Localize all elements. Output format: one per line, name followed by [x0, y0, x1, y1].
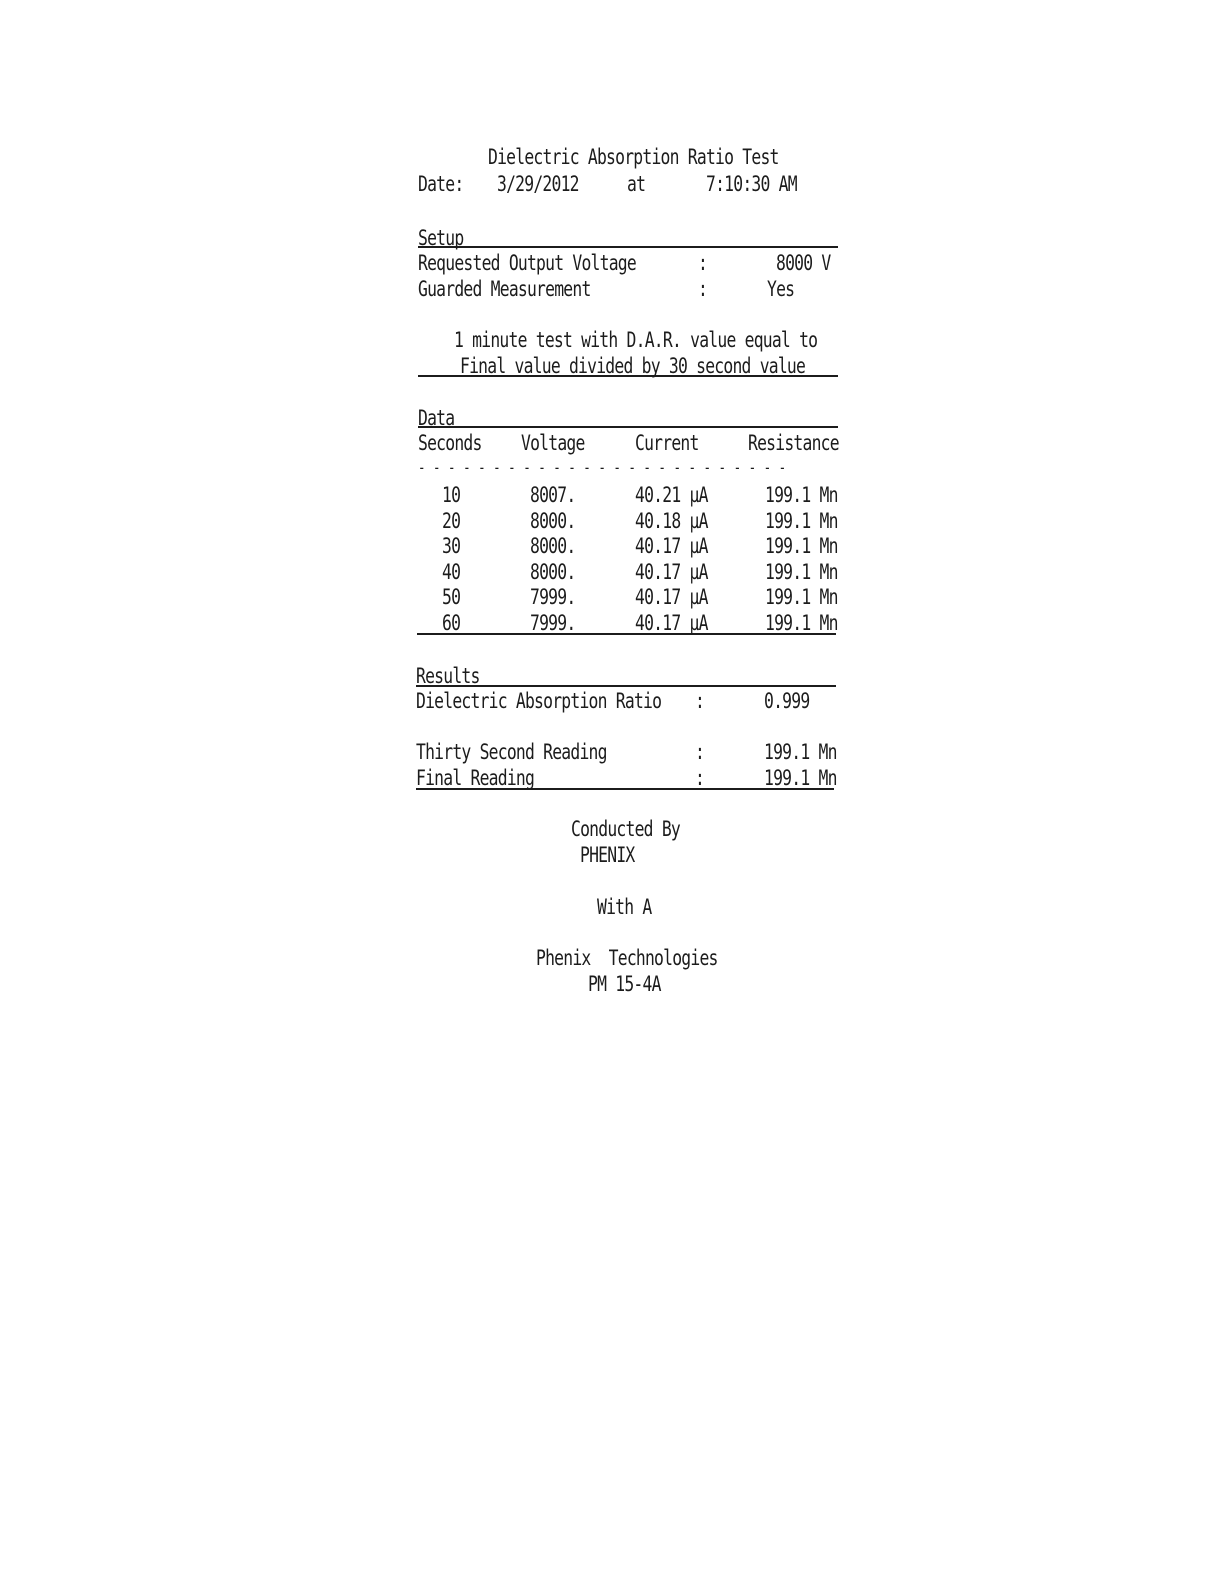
cell-current: 40.21 µA	[635, 483, 708, 507]
header-dashed-divider: - - - - - - - - - - - - - - - - - - - - - - - - -	[418, 458, 787, 477]
cell-resistance: 199.1 Mn	[765, 534, 838, 558]
maker-name: Phenix Technologies	[536, 946, 718, 970]
time-value: 7:10:30 AM	[706, 172, 797, 196]
result-separator: :	[695, 689, 705, 713]
company-name: PHENIX	[580, 843, 635, 867]
result-value-final: 199.1 Mn	[764, 766, 837, 790]
note-line-2: Final value divided by 30 second value	[460, 354, 806, 378]
cell-current: 40.17 µA	[635, 534, 708, 558]
cell-voltage: 8007.	[530, 483, 576, 507]
column-header-voltage: Voltage	[521, 431, 585, 455]
setup-row-label: Guarded Measurement	[418, 277, 591, 301]
cell-seconds: 30	[442, 534, 461, 558]
cell-current: 40.17 µA	[635, 585, 708, 609]
date-label: Date:	[418, 172, 464, 196]
note-rule	[418, 375, 838, 377]
column-header-resistance: Resistance	[748, 431, 839, 455]
setup-heading: Setup	[418, 226, 464, 250]
report-title: Dielectric Absorption Ratio Test	[488, 145, 779, 169]
result-value-dar: 0.999	[764, 689, 810, 713]
setup-row-separator: :	[698, 251, 708, 275]
cell-seconds: 20	[442, 509, 461, 533]
result-label-dar: Dielectric Absorption Ratio	[416, 689, 662, 713]
result-separator: :	[695, 740, 705, 764]
data-end-rule	[417, 633, 836, 635]
column-header-current: Current	[635, 431, 699, 455]
cell-resistance: 199.1 Mn	[765, 560, 838, 584]
note-line-1: 1 minute test with D.A.R. value equal to	[454, 328, 818, 352]
setup-row-label: Requested Output Voltage	[418, 251, 636, 275]
cell-seconds: 60	[442, 611, 461, 635]
cell-seconds: 50	[442, 585, 461, 609]
setup-row-value: 8000 V	[776, 251, 831, 275]
cell-voltage: 8000.	[530, 560, 576, 584]
cell-voltage: 8000.	[530, 534, 576, 558]
cell-seconds: 10	[442, 483, 461, 507]
cell-voltage: 8000.	[530, 509, 576, 533]
results-end-rule	[416, 788, 834, 790]
result-value-thirty-second: 199.1 Mn	[764, 740, 837, 764]
with-a-label: With A	[597, 895, 652, 919]
setup-row-separator: :	[698, 277, 708, 301]
results-rule	[416, 685, 836, 687]
cell-resistance: 199.1 Mn	[765, 483, 838, 507]
cell-voltage: 7999.	[530, 585, 576, 609]
model-number: PM 15-4A	[588, 972, 661, 996]
cell-current: 40.18 µA	[635, 509, 708, 533]
cell-resistance: 199.1 Mn	[765, 509, 838, 533]
at-label: at	[627, 172, 646, 196]
result-label-thirty-second: Thirty Second Reading	[416, 740, 607, 764]
results-heading: Results	[416, 664, 480, 688]
data-heading: Data	[418, 406, 455, 430]
cell-current: 40.17 µA	[635, 611, 708, 635]
data-rule	[418, 426, 838, 428]
setup-row-value: Yes	[767, 277, 795, 301]
column-header-seconds: Seconds	[418, 431, 482, 455]
conducted-by-label: Conducted By	[571, 817, 680, 841]
result-separator: :	[695, 766, 705, 790]
cell-voltage: 7999.	[530, 611, 576, 635]
cell-resistance: 199.1 Mn	[765, 585, 838, 609]
cell-current: 40.17 µA	[635, 560, 708, 584]
result-label-final: Final Reading	[416, 766, 535, 790]
cell-resistance: 199.1 Mn	[765, 611, 838, 635]
setup-rule	[418, 246, 838, 248]
cell-seconds: 40	[442, 560, 461, 584]
date-value: 3/29/2012	[497, 172, 579, 196]
